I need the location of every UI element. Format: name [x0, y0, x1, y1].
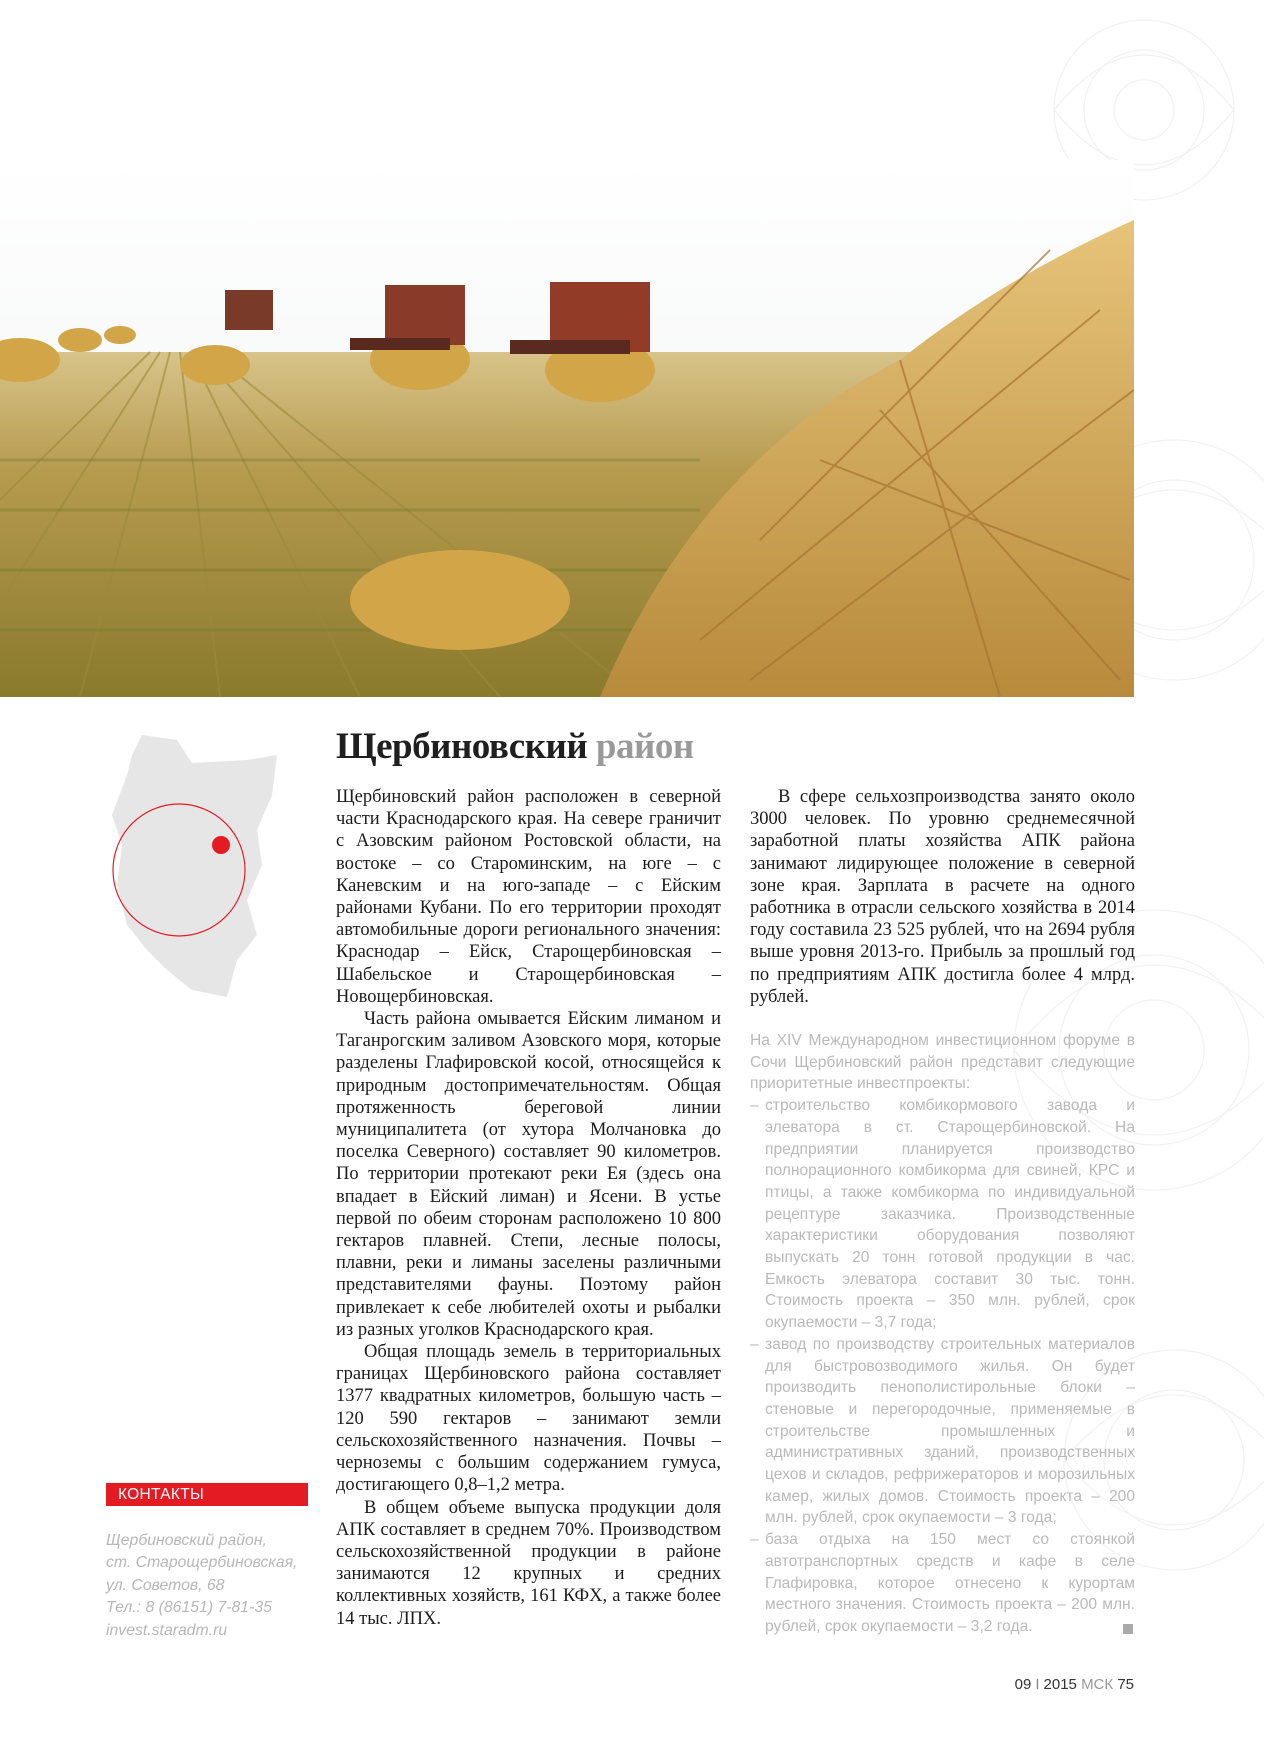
investment-list — [750, 1095, 1135, 1638]
paragraph: Общая площадь земель в территориальных границах Щербиновского района составляет 1377 квадратных километров, большую часть – 120 590 гектаров – занимают земли сельскохозяйственного назначения. Почвы – черноземы с большим содержанием гумуса, достигающего 0,8–1,2 метра. — [336, 1342, 721, 1496]
contact-phone: Тел.: 8 (86151) 7-81-35 — [106, 1599, 272, 1617]
article-column-2 — [750, 786, 1135, 1008]
contacts-block — [106, 1530, 316, 1642]
contact-district: Щербиновский район, — [106, 1532, 267, 1549]
list-item: – база отдыха на 150 мест со стоянкой автотранспортных средств и кафе в селе Глафировка, которое отнесено к курортам местного значения. Стоимость проекта – 200 млн. рублей, срок окупаемости – 3,2 года. — [750, 1529, 1135, 1638]
page-footer — [1015, 1676, 1134, 1693]
contact-website[interactable]: invest.staradm.ru — [106, 1621, 228, 1639]
title-main: Щербиновский — [336, 726, 588, 767]
page-number: 75 — [1117, 1676, 1134, 1693]
list-item: – строительство комбикормового завода и элеватора в ст. Старощербиновской. На предприятии планируется производство полнорационного комбикорма для свиней, КРС и птицы, а также комбикорма по индивидуальной рецептуре заказчика. Производственные характеристики оборудования позволяют выпускать 20 тонн готовой продукции в час. Емкость элеватора составит 30 тыс. тонн. Стоимость проекта – 350 млн. рублей, срок окупаемости – 3,7 года; — [750, 1095, 1135, 1334]
investment-intro: На XIV Международном инвестиционном форуме в Сочи Щербиновский район представит следующие приоритетные инвестпроекты: — [750, 1032, 1135, 1093]
contact-village: ст. Старощербиновская, — [106, 1554, 298, 1572]
location-marker-icon — [212, 836, 230, 854]
paragraph: Часть района омывается Ейским лиманом и Таганрогским заливом Азовского моря, которые разделены Глафировской косой, относящейся к природным достопримечательностям. Общая протяженность береговой линии муниципалитета (от хутора Молчановка до поселка Северного) составляет 90 километров. По территории протекают реки Ея (здесь она впадает в Ейский лиман) и Ясени. В устье первой по обеим сторонам расположено 10 800 гектаров плавней. Степи, лесные полосы, плавни, реки и лиманы заселены различными представителями фауны. Поэтому район привлекает к себе любителей охоты и рыбалки из разных уголков Краснодарского края. — [336, 1009, 721, 1340]
paragraph: В сфере сельхозпроизводства занято около 3000 человек. По уровню среднемесячной заработной платы хозяйства АПК района занимают лидирующее положение в северной зоне края. Зарплата в расчете на одного работника в отрасли сельского хозяйства в 2014 году составила 23 525 рублей, что на 2694 рубля выше уровня 2013-го. Прибыль за прошлый год по предприятиям АПК достигла более 4 млрд. рублей. — [750, 787, 1135, 1007]
issue-number: 09 — [1014, 1676, 1032, 1693]
paragraph: Щербиновский район расположен в северной части Краснодарского края. На севере граничит с Азовским районом Ростовской области, на востоке – со Староминским, на юге – с Каневским и на юго-западе – с Ейским районами Кубани. По его территории проходят автомобильные дороги регионального значения: Краснодар – Ейск, Старощербиновская – Шабельское и Старощербиновская – Новощербиновская. — [336, 787, 721, 1007]
issue-year: 2015 — [1043, 1676, 1077, 1693]
investment-projects — [750, 1030, 1135, 1638]
article-title — [336, 725, 694, 768]
footer-separator: I — [1035, 1676, 1040, 1693]
title-accent: район — [595, 726, 694, 767]
article-column-1 — [336, 786, 721, 1630]
end-square-icon — [1123, 1624, 1133, 1634]
contact-street: ул. Советов, 68 — [106, 1576, 225, 1594]
harvest-photo — [0, 160, 1134, 697]
paragraph: В общем объеме выпуска продукции доля АПК составляет в среднем 70%. Производством сельскохозяйственной продукции в районе занимаются 12 крупных и средних коллективных хозяйств, 161 КФХ, а также более 14 тыс. ЛПХ. — [336, 1497, 721, 1629]
list-item: – завод по производству строительных материалов для быстровозводимого жилья. Он будет производить пенополистирольные блоки – стеновые и перегородочные, применяемые в строительстве промышленных и административных зданий, производственных цехов и складов, рефрижераторов и морозильных камер, жилых домов. Стоимость проекта – 200 млн. рублей, срок окупаемости – 3 года; — [750, 1334, 1135, 1529]
magazine-brand: МСК — [1081, 1676, 1114, 1693]
contacts-heading: КОНТАКТЫ — [106, 1483, 308, 1506]
region-map-icon — [97, 735, 287, 1005]
